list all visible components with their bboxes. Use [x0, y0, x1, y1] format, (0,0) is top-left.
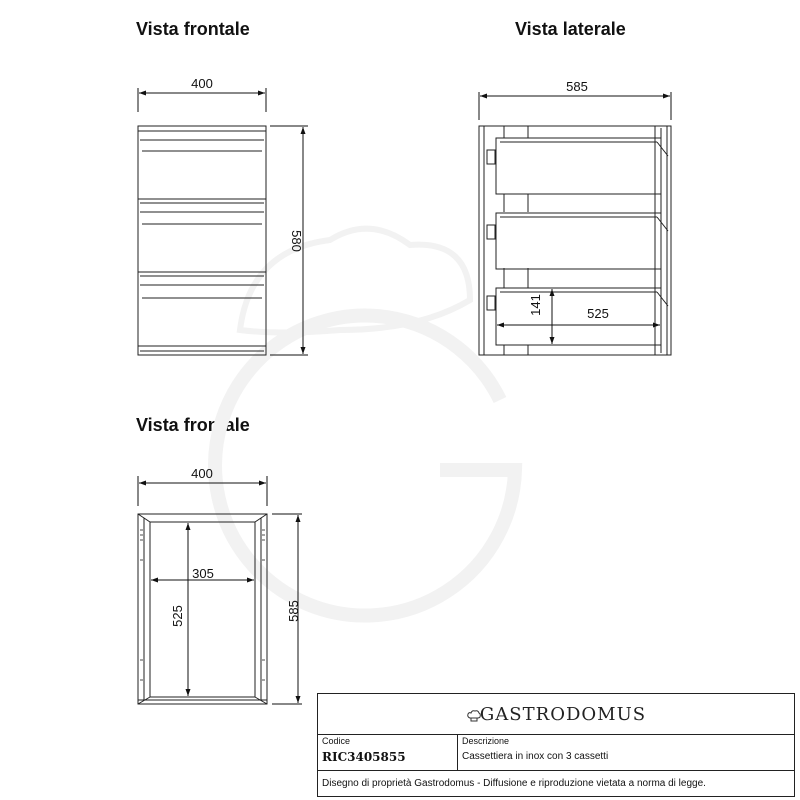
plan-height-label: 585 — [286, 600, 301, 622]
side-view-drawing — [479, 126, 671, 355]
front-view-title: Vista frontale — [136, 19, 250, 39]
top-view-title: Vista frontale — [136, 415, 250, 435]
title-block-logo-row — [318, 694, 794, 735]
side-view-title: Vista laterale — [515, 19, 626, 39]
plan-inner-width-label: 305 — [192, 566, 214, 581]
front-width-label: 400 — [191, 76, 213, 91]
title-block-footer: Disegno di proprietà Gastrodomus - Diffusione e riproduzione vietata a norma di legge. — [322, 778, 706, 789]
drawer-depth-label: 525 — [587, 306, 609, 321]
code-cell — [318, 734, 458, 770]
plan-inner-depth-label: 525 — [170, 605, 185, 627]
plan-view-drawing — [138, 514, 267, 704]
code-label: Codice — [322, 736, 351, 746]
drawer-height-label: 141 — [528, 294, 543, 316]
description-value: Cassettiera in inox con 3 cassetti — [462, 751, 609, 762]
side-depth-dimension — [479, 92, 671, 120]
description-cell — [458, 734, 794, 770]
front-height-label: 580 — [289, 230, 304, 252]
code-value: RIC3405855 — [322, 750, 406, 764]
plan-width-label: 400 — [191, 466, 213, 481]
title-block-info-row — [318, 734, 794, 771]
gastrodomus-logo — [466, 704, 646, 725]
logo-text: GASTRODOMUS — [479, 703, 647, 725]
front-width-dimension — [138, 88, 266, 112]
description-label: Descrizione — [462, 736, 510, 746]
title-block — [317, 693, 795, 797]
side-depth-label: 585 — [566, 79, 588, 94]
watermark-logo — [215, 229, 515, 616]
front-view-drawing — [138, 126, 266, 355]
